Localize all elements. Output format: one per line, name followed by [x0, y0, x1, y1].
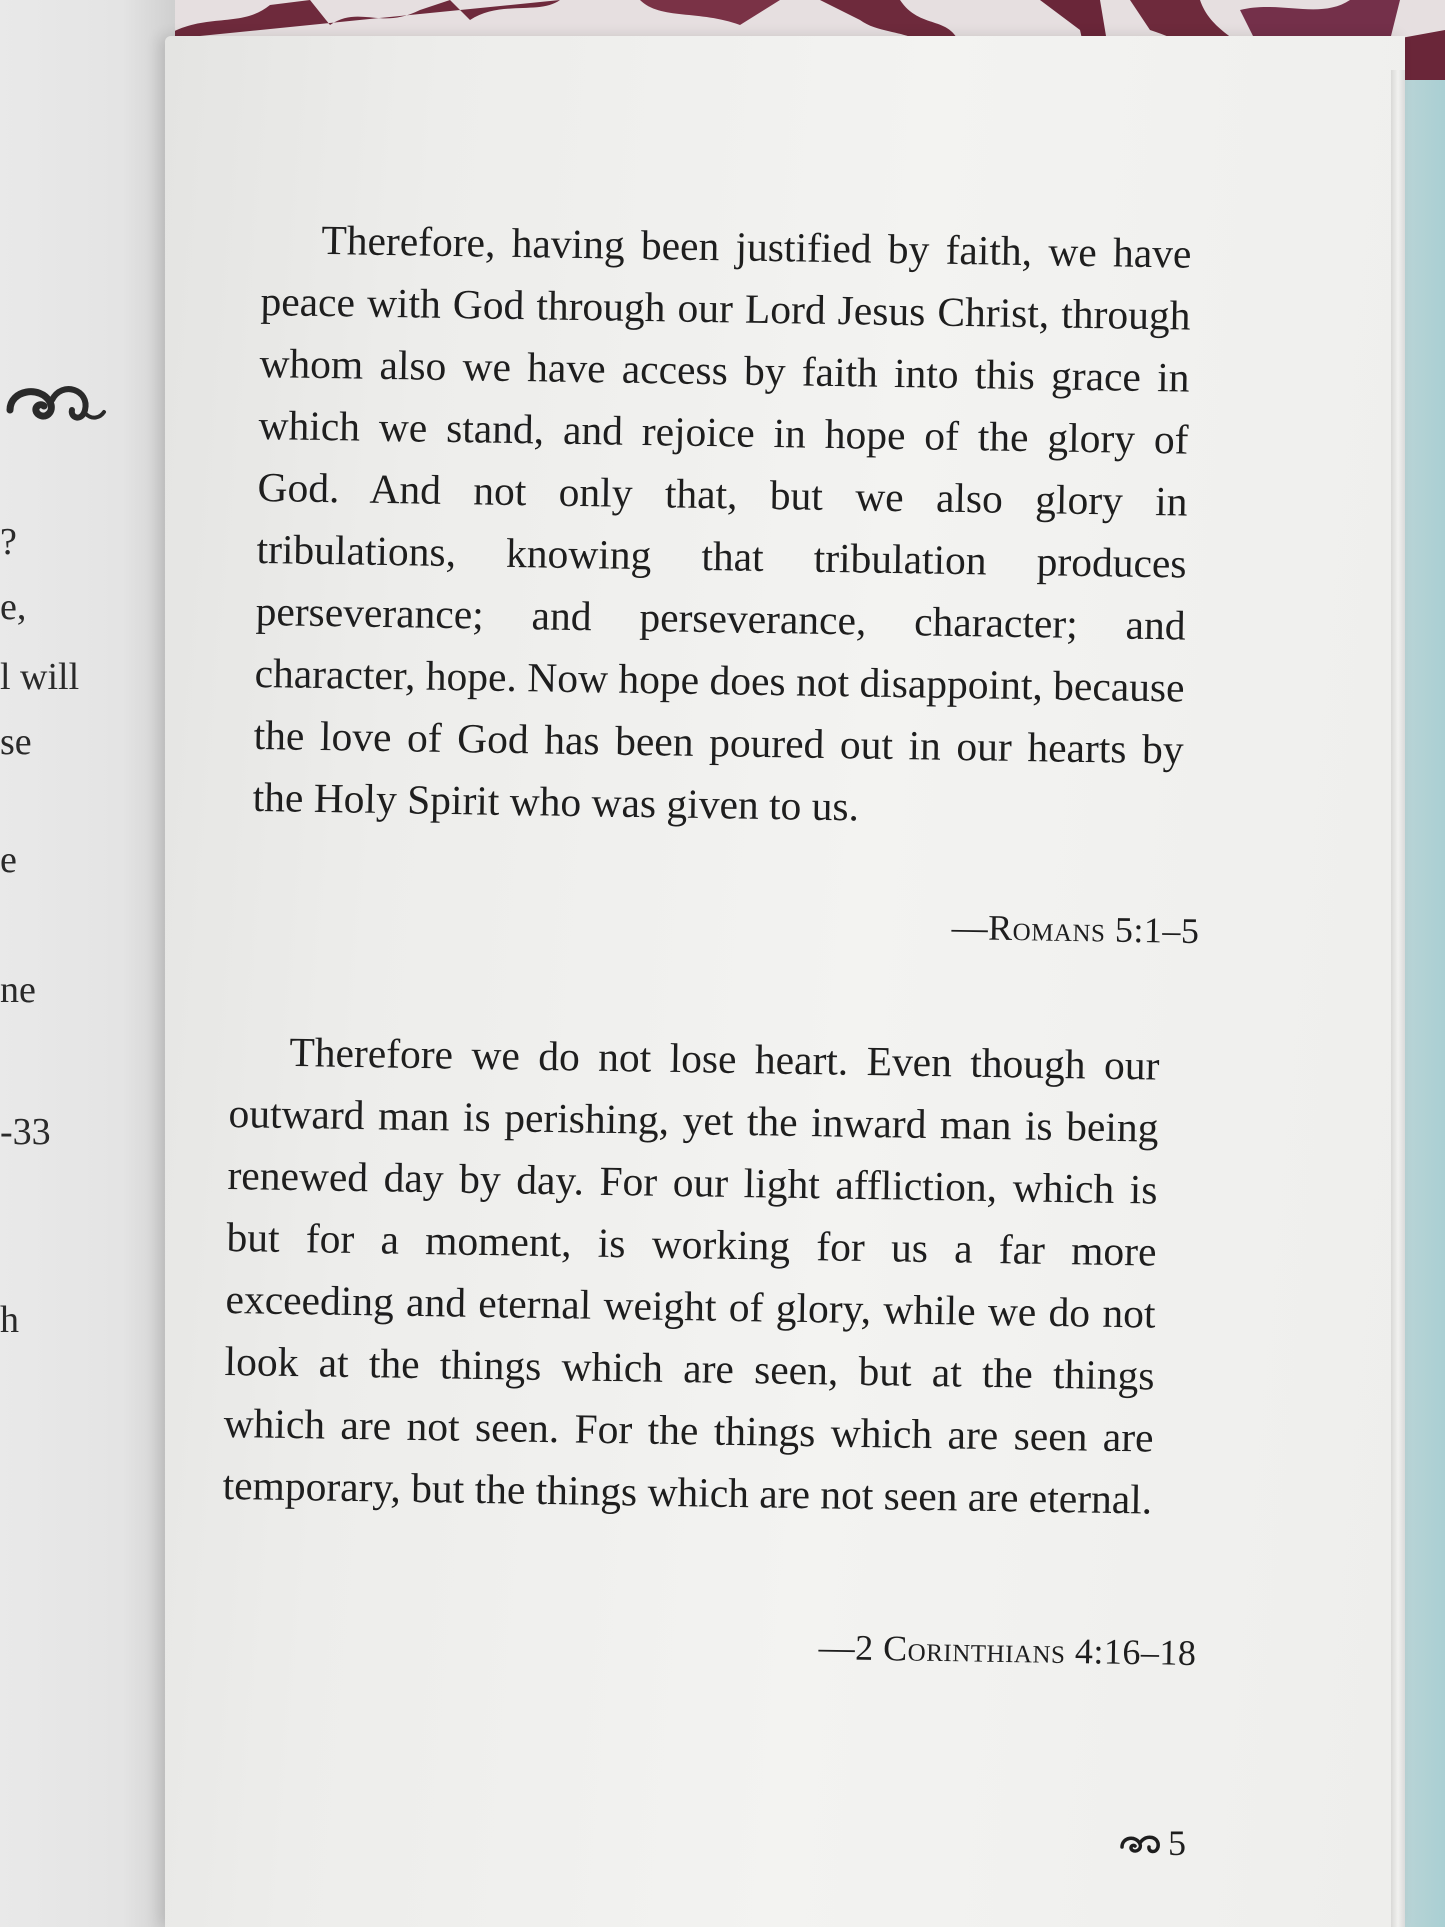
left-page-fragment: -33: [0, 1111, 51, 1153]
reference-text: —2 Corinthians 4:16–18: [818, 1627, 1197, 1673]
left-page-fragment: h: [0, 1299, 19, 1341]
left-page-fragment: ne: [0, 969, 36, 1011]
passage-text: Therefore we do not lose heart. Even though our outward man is perishing, yet the inward man is being renewed day by day. For our light affliction, which is but for a moment, is working for us a far more exceeding and eternal weight of glory, while we do not look at the things which are seen, but at the things which are not seen. For the things which are seen are temporary, but the things which are not seen are eternal.: [222, 1028, 1160, 1523]
page-number-text: 5: [1168, 1823, 1186, 1863]
page-ornament-icon: [1118, 1829, 1164, 1859]
left-page-fragment: se: [0, 721, 32, 763]
teal-background: [1405, 80, 1445, 1927]
swirl-ornament-icon: [0, 370, 110, 440]
reference-text: —Romans 5:1–5: [951, 907, 1200, 951]
left-page-fragment: ?: [0, 521, 17, 563]
left-page-fragment: l will: [0, 656, 80, 698]
left-page-fragment: e: [0, 839, 17, 881]
passage-text: Therefore, having been justified by faith, we have peace with God through our Lord Jesus Christ, through whom also we have access by faith into this grace in which we stand, and rejoice in hope of the glory of God. And not only that, but we also glory in tribulations, knowing that tribulation produces perseverance; and perseverance, character; and character, hope. Now hope does not disappoint, because the love of God has been poured out in our hearts by the Holy Spirit who was given to us.: [252, 216, 1192, 830]
scripture-reference: [952, 906, 1200, 952]
page-stack-edge: [1391, 70, 1405, 1927]
left-page-fragment: e,: [0, 586, 27, 628]
scripture-reference: [819, 1626, 1197, 1674]
scripture-passage: [252, 208, 1192, 843]
page-number: [1118, 1822, 1186, 1864]
scripture-passage: [222, 1020, 1160, 1531]
previous-page: [0, 0, 175, 1927]
